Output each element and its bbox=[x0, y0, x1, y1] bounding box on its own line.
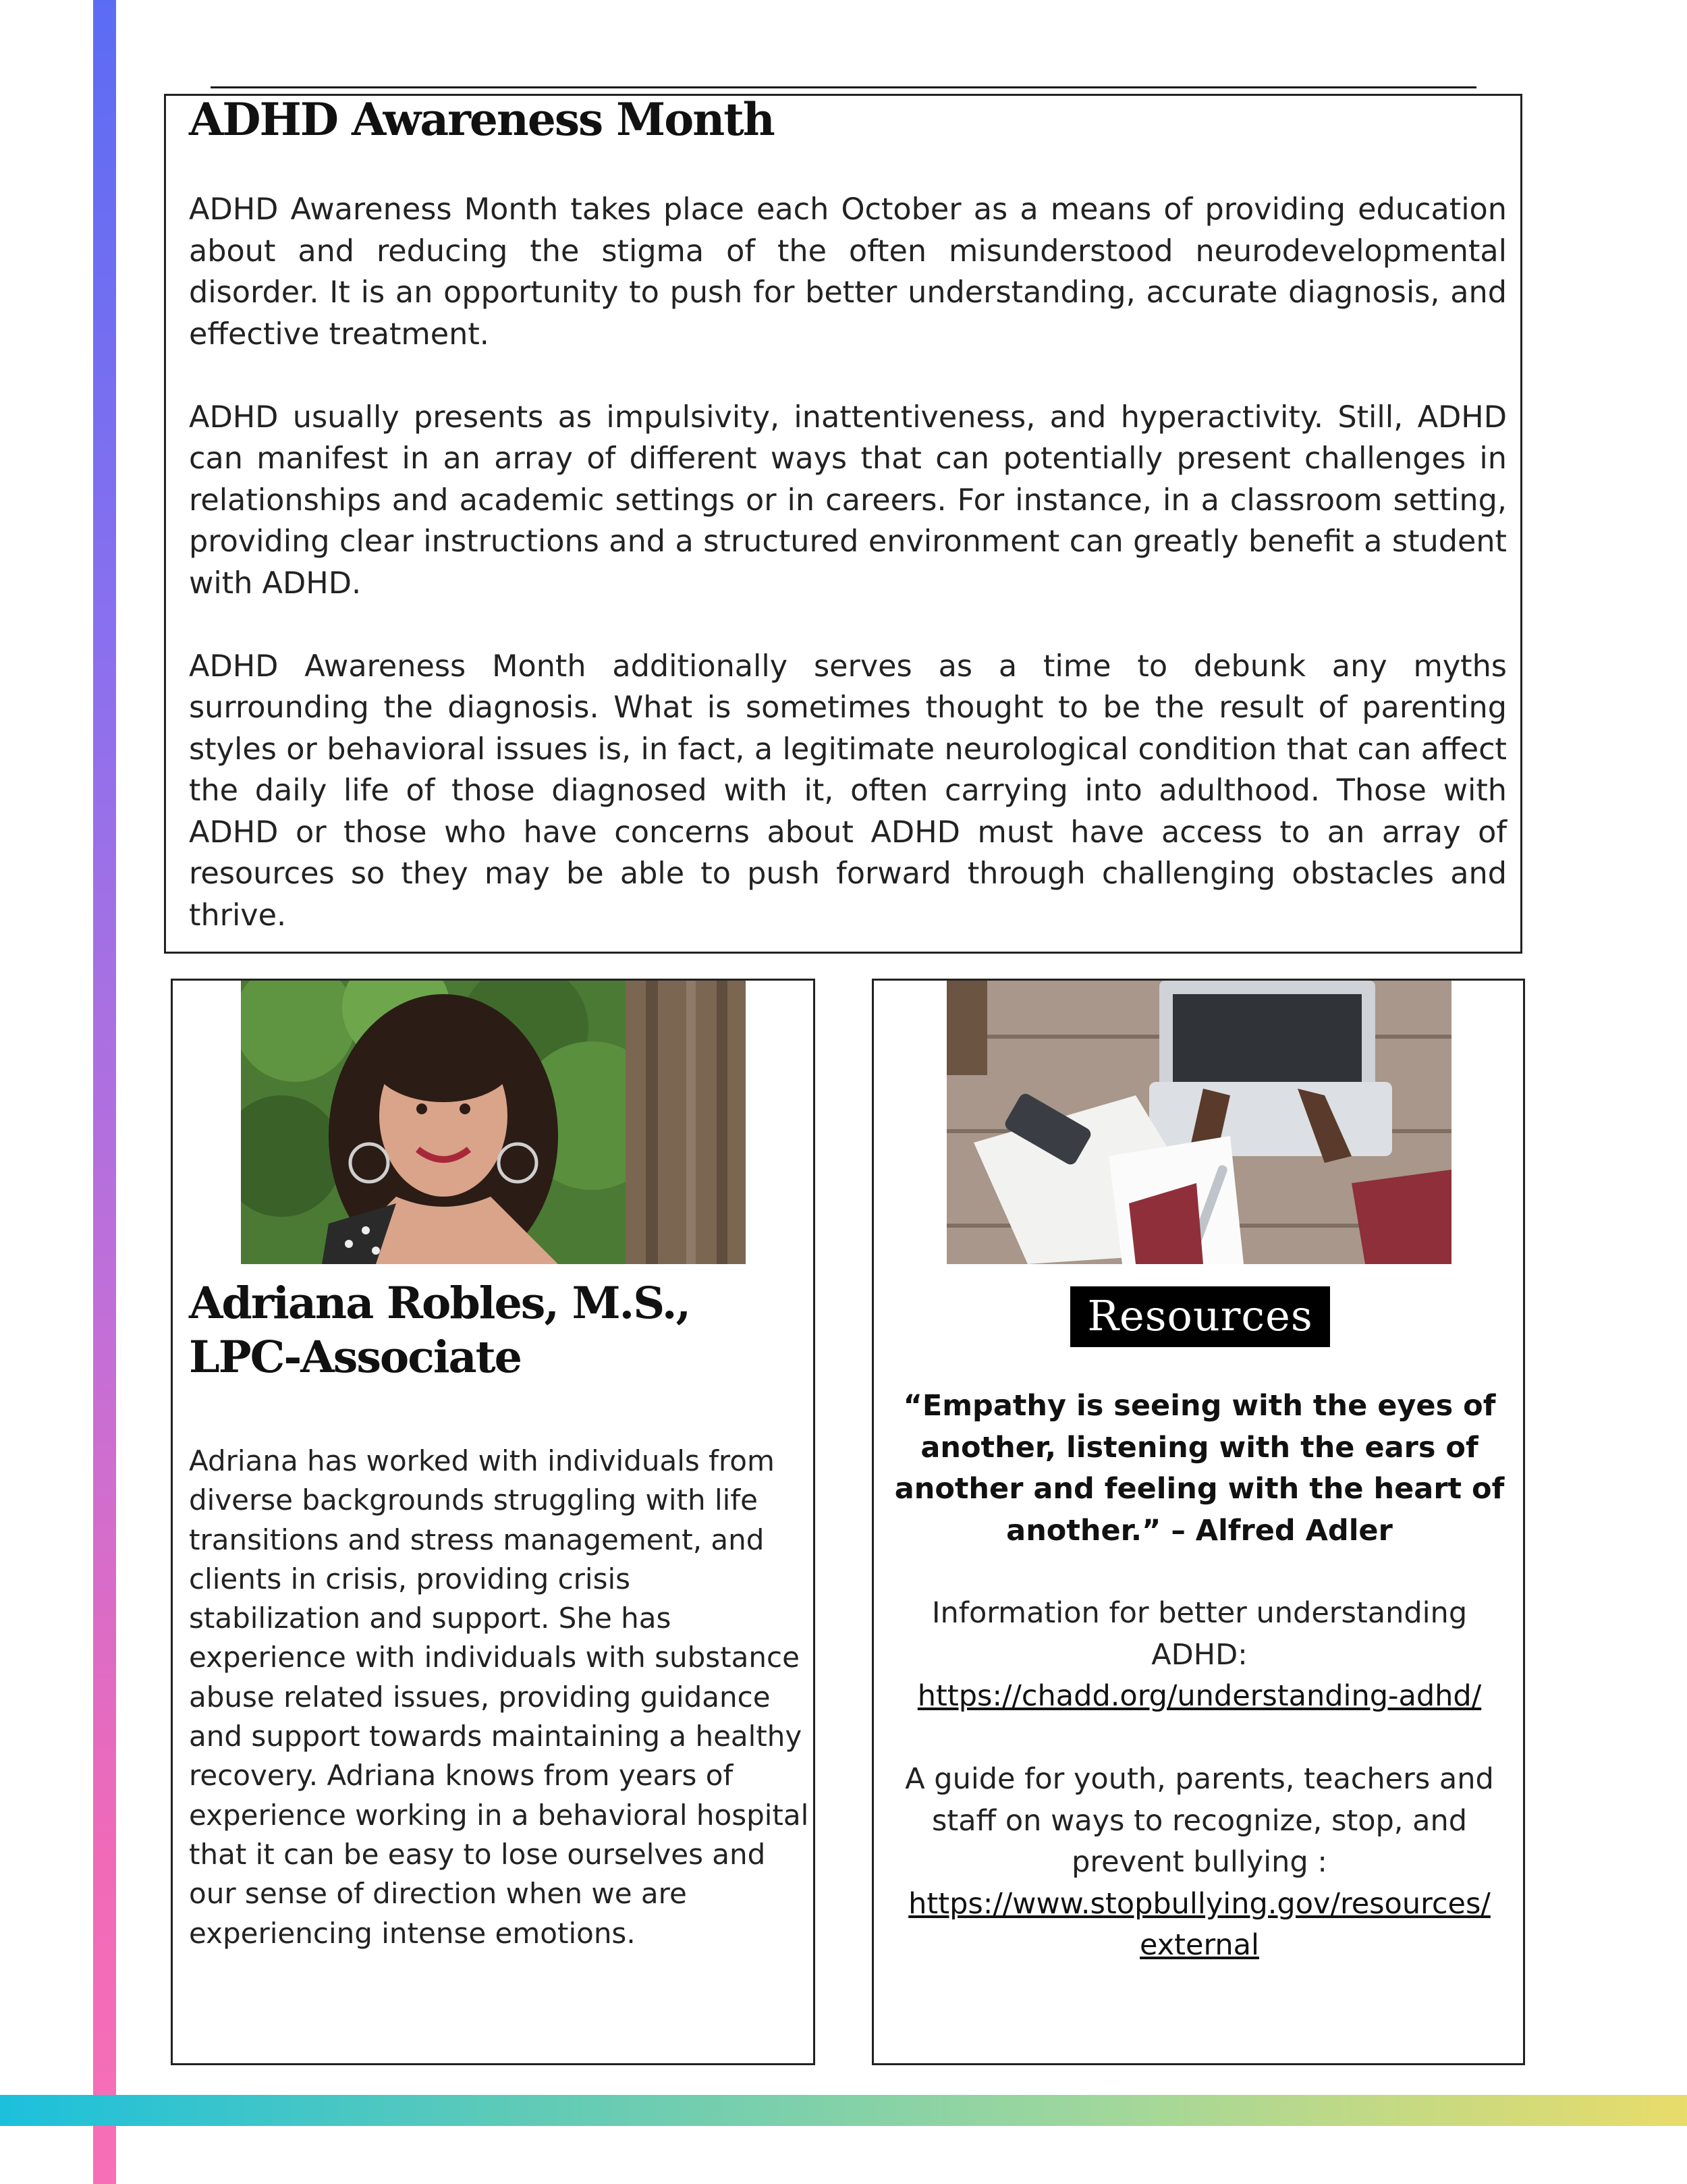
bio-card bbox=[171, 979, 815, 2065]
quote: “Empathy is seeing with the eyes of another, listening with the ears of another and feeling with the heart of another.” – Alfred Adler bbox=[894, 1389, 1505, 1548]
section-title: ADHD Awareness Month bbox=[189, 93, 774, 146]
guide-label: A guide for youth, parents, teachers and staff on ways to recognize, stop, and prevent bullying : bbox=[905, 1762, 1494, 1879]
resources-card bbox=[872, 979, 1525, 2065]
stopbullying-link-line2[interactable]: external bbox=[1140, 1928, 1259, 1962]
info-label: Information for better understanding ADHD: bbox=[931, 1596, 1468, 1672]
guide-block bbox=[887, 1759, 1512, 1967]
stopbullying-link-line1[interactable]: https://www.stopbullying.gov/resources/ bbox=[908, 1886, 1491, 1921]
paragraph-2: ADHD usually presents as impulsivity, inattentiveness, and hyperactivity. Still, ADHD can manifest in an array of different ways that can potentially present challenges in relationships and academic settings or in careers. For instance, in a classroom setting, providing clear instructions and a structured environment can greatly benefit a student with ADHD. bbox=[189, 400, 1507, 601]
left-accent-bar bbox=[93, 0, 116, 2184]
top-divider bbox=[211, 86, 1476, 88]
bottom-accent-bar bbox=[0, 2095, 1687, 2126]
section-body bbox=[189, 189, 1507, 936]
adhd-awareness-section bbox=[164, 94, 1522, 954]
info-block bbox=[887, 1593, 1512, 1718]
stopbullying-link[interactable] bbox=[887, 1884, 1512, 1967]
paragraph-3: ADHD Awareness Month additionally serves as a time to debunk any myths surrounding the diagnosis. What is sometimes thought to be the result of parenting styles or behavioral issues is, in fact, a legitimate neurological condition that can affect the daily life of those diagnosed with it, often carrying into adulthood. Those with ADHD or those who have concerns about ADHD must have access to an array of resources so they may be able to push forward through challenging obstacles and thrive. bbox=[189, 649, 1507, 933]
resources-heading: Resources bbox=[1070, 1286, 1330, 1347]
bio-name: Adriana Robles, M.S., LPC-Associate bbox=[189, 1278, 690, 1383]
portrait-photo bbox=[241, 981, 746, 1264]
bio-description: Adriana has worked with individuals from diverse backgrounds struggling with life transitions and stress management, and clients in crisis, providing crisis stabilization and support. She has experience with individuals with substance abuse related issues, providing guidance and support towards maintaining a healthy recovery. Adriana knows from years of experience working in a behavioral hospital that it can be easy to lose ourselves and our sense of direction when we are experiencing intense emotions. bbox=[189, 1444, 809, 1950]
laptop-photo bbox=[947, 981, 1451, 1264]
chadd-link[interactable]: https://chadd.org/understanding-adhd/ bbox=[917, 1679, 1482, 1713]
paragraph-1: ADHD Awareness Month takes place each October as a means of providing education about and reducing the stigma of the often misunderstood neurodevelopmental disorder. It is an opportunity to push for better understanding, accurate diagnosis, and effective treatment. bbox=[189, 192, 1507, 352]
